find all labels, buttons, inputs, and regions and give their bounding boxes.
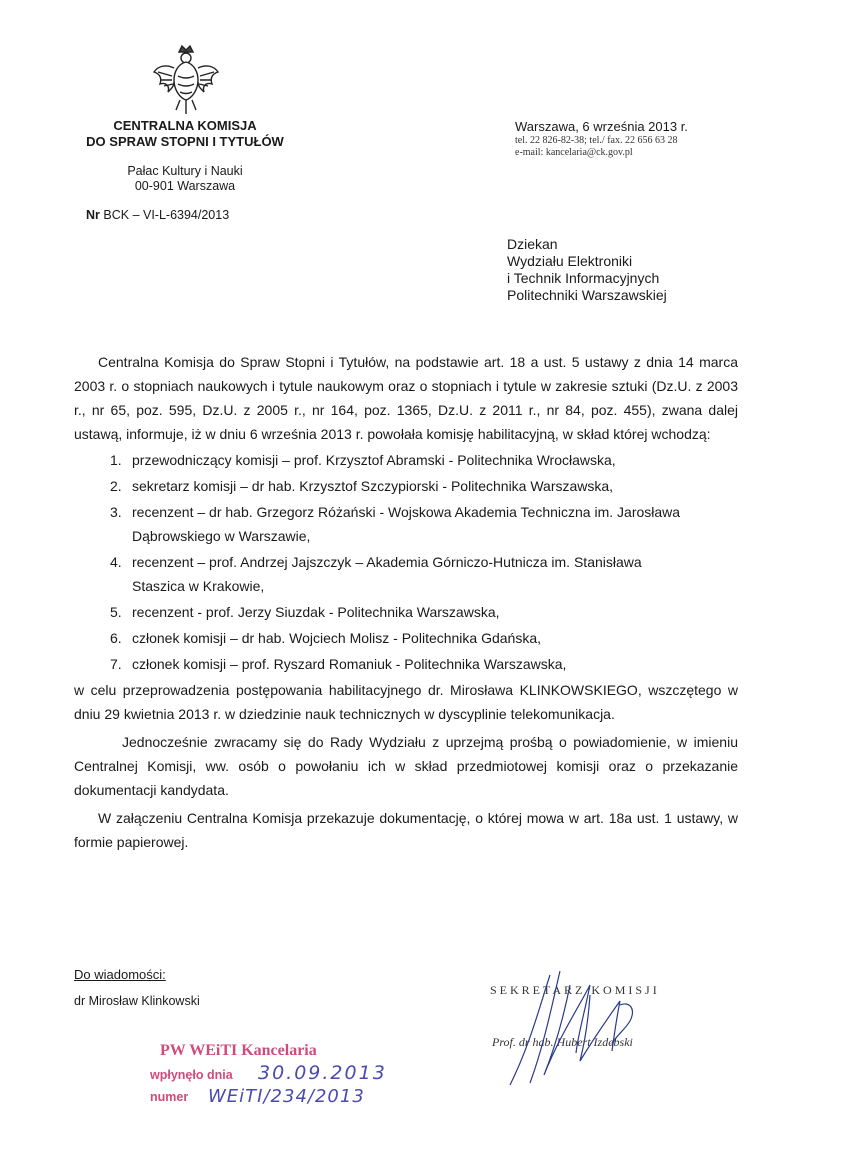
organization-name bbox=[60, 118, 310, 150]
signature-title: SEKRETARZ KOMISJI bbox=[490, 983, 660, 997]
member-number: 5. bbox=[110, 604, 122, 620]
member-number: 3. bbox=[110, 504, 122, 520]
contact-email: e-mail: kancelaria@ck.gov.pl bbox=[515, 147, 633, 158]
handwritten-signature-icon bbox=[480, 965, 700, 1095]
signature-name: Prof. dr hab. Hubert Izdebski bbox=[492, 1035, 633, 1049]
reference-number bbox=[86, 208, 229, 222]
member-number: 7. bbox=[110, 656, 122, 672]
member-text: przewodniczący komisji – prof. Krzysztof Abramski - Politechnika Wrocławska, bbox=[132, 452, 616, 468]
stamp-registry-number: WEiTI/234/2013 bbox=[208, 1086, 365, 1107]
signature-block bbox=[470, 965, 700, 1095]
letter-date: Warszawa, 6 września 2013 r. bbox=[515, 119, 688, 134]
list-item bbox=[110, 652, 738, 676]
addressee-line-4: Politechniki Warszawskiej bbox=[507, 287, 667, 303]
member-number: 1. bbox=[110, 452, 122, 468]
member-text: recenzent – dr hab. Grzegorz Różański - Wojskowa Akademia Techniczna im. Jarosława bbox=[132, 504, 681, 520]
list-item bbox=[110, 474, 738, 498]
stamp-office: PW WEiTI Kancelaria bbox=[160, 1042, 317, 1059]
registry-stamp bbox=[150, 1040, 390, 1120]
member-text: członek komisji – dr hab. Wojciech Molisz - Politechnika Gdańska, bbox=[132, 630, 542, 646]
member-number: 2. bbox=[110, 478, 122, 494]
purpose-paragraph: w celu przeprowadzenia postępowania habilitacyjnego dr. Mirosława KLINKOWSKIEGO, wszczętego w dniu 29 kwietnia 2013 r. w dziedzinie nauk technicznych w dyscyplinie telekomunikacja. bbox=[74, 682, 738, 722]
member-text: recenzent – prof. Andrzej Jajszczyk – Akademia Górniczo-Hutnicza im. Stanisława bbox=[132, 554, 642, 570]
stamp-received-label: wpłynęło dnia bbox=[150, 1068, 233, 1082]
organization-address bbox=[60, 164, 310, 194]
list-item bbox=[110, 550, 738, 598]
addressee-line-1: Dziekan bbox=[507, 236, 558, 252]
stamp-number-label: numer bbox=[150, 1090, 189, 1104]
org-line-1: CENTRALNA KOMISJA bbox=[113, 118, 257, 133]
member-text-continued: Dąbrowskiego w Warszawie, bbox=[132, 528, 311, 544]
notify-recipient: dr Mirosław Klinkowski bbox=[74, 994, 200, 1008]
notify-heading: Do wiadomości: bbox=[74, 967, 166, 982]
member-text: sekretarz komisji – dr hab. Krzysztof Szczypiorski - Politechnika Warszawska, bbox=[132, 478, 614, 494]
member-text: członek komisji – prof. Ryszard Romaniuk - Politechnika Warszawska, bbox=[132, 656, 567, 672]
committee-member-list bbox=[74, 448, 738, 676]
reference-prefix: Nr bbox=[86, 208, 100, 222]
notification-block bbox=[74, 965, 200, 1011]
reference-value: BCK – VI-L-6394/2013 bbox=[103, 208, 230, 222]
contact-phone: tel. 22 826-82-38; tel./ fax. 22 656 63 28 bbox=[515, 135, 678, 146]
member-number: 4. bbox=[110, 554, 122, 570]
list-item bbox=[110, 600, 738, 624]
org-line-2: DO SPRAW STOPNI I TYTUŁÓW bbox=[86, 134, 284, 149]
addr-line-1: Pałac Kultury i Nauki bbox=[127, 164, 243, 178]
member-text-continued: Staszica w Krakowie, bbox=[132, 578, 265, 594]
list-item bbox=[110, 448, 738, 472]
addressee-line-2: Wydziału Elektroniki bbox=[507, 253, 633, 269]
list-item bbox=[110, 626, 738, 650]
stamp-received-date: 30.09.2013 bbox=[258, 1062, 387, 1084]
addr-line-2: 00-901 Warszawa bbox=[134, 179, 236, 193]
list-item bbox=[110, 500, 738, 548]
polish-eagle-emblem-icon bbox=[152, 42, 220, 118]
member-number: 6. bbox=[110, 630, 122, 646]
addressee-line-3: i Technik Informacyjnych bbox=[507, 270, 660, 286]
date-and-contact bbox=[515, 118, 688, 159]
member-text: recenzent - prof. Jerzy Siuzdak - Politechnika Warszawska, bbox=[132, 604, 500, 620]
letter-body bbox=[74, 350, 738, 854]
attachment-paragraph: W załączeniu Centralna Komisja przekazuje dokumentację, o której mowa w art. 18a ust. 1 ustawy, w formie papierowej. bbox=[74, 810, 738, 850]
addressee-block bbox=[507, 236, 667, 304]
request-paragraph: Jednocześnie zwracamy się do Rady Wydziału z uprzejmą prośbą o powiadomienie, w imieniu Centralnej Komisji, ww. osób o powołaniu ich w skład przedmiotowej komisji oraz o przekazanie dokumentacji kandydata. bbox=[74, 734, 738, 798]
intro-paragraph: Centralna Komisja do Spraw Stopni i Tytułów, na podstawie art. 18 a ust. 5 ustawy z dnia 14 marca 2003 r. o stopniach naukowych i tytule naukowym oraz o stopniach i tytule w zakresie sztuki (Dz.U. z 2003 r., nr 65, poz. 595, Dz.U. z 2005 r., nr 164, poz. 1365, Dz.U. z 2011 r., nr 84, poz. 455), zwana dalej ustawą, informuje, iż w dniu 6 września 2013 r. powołała komisję habilitacyjną, w skład której wchodzą: bbox=[74, 354, 738, 442]
